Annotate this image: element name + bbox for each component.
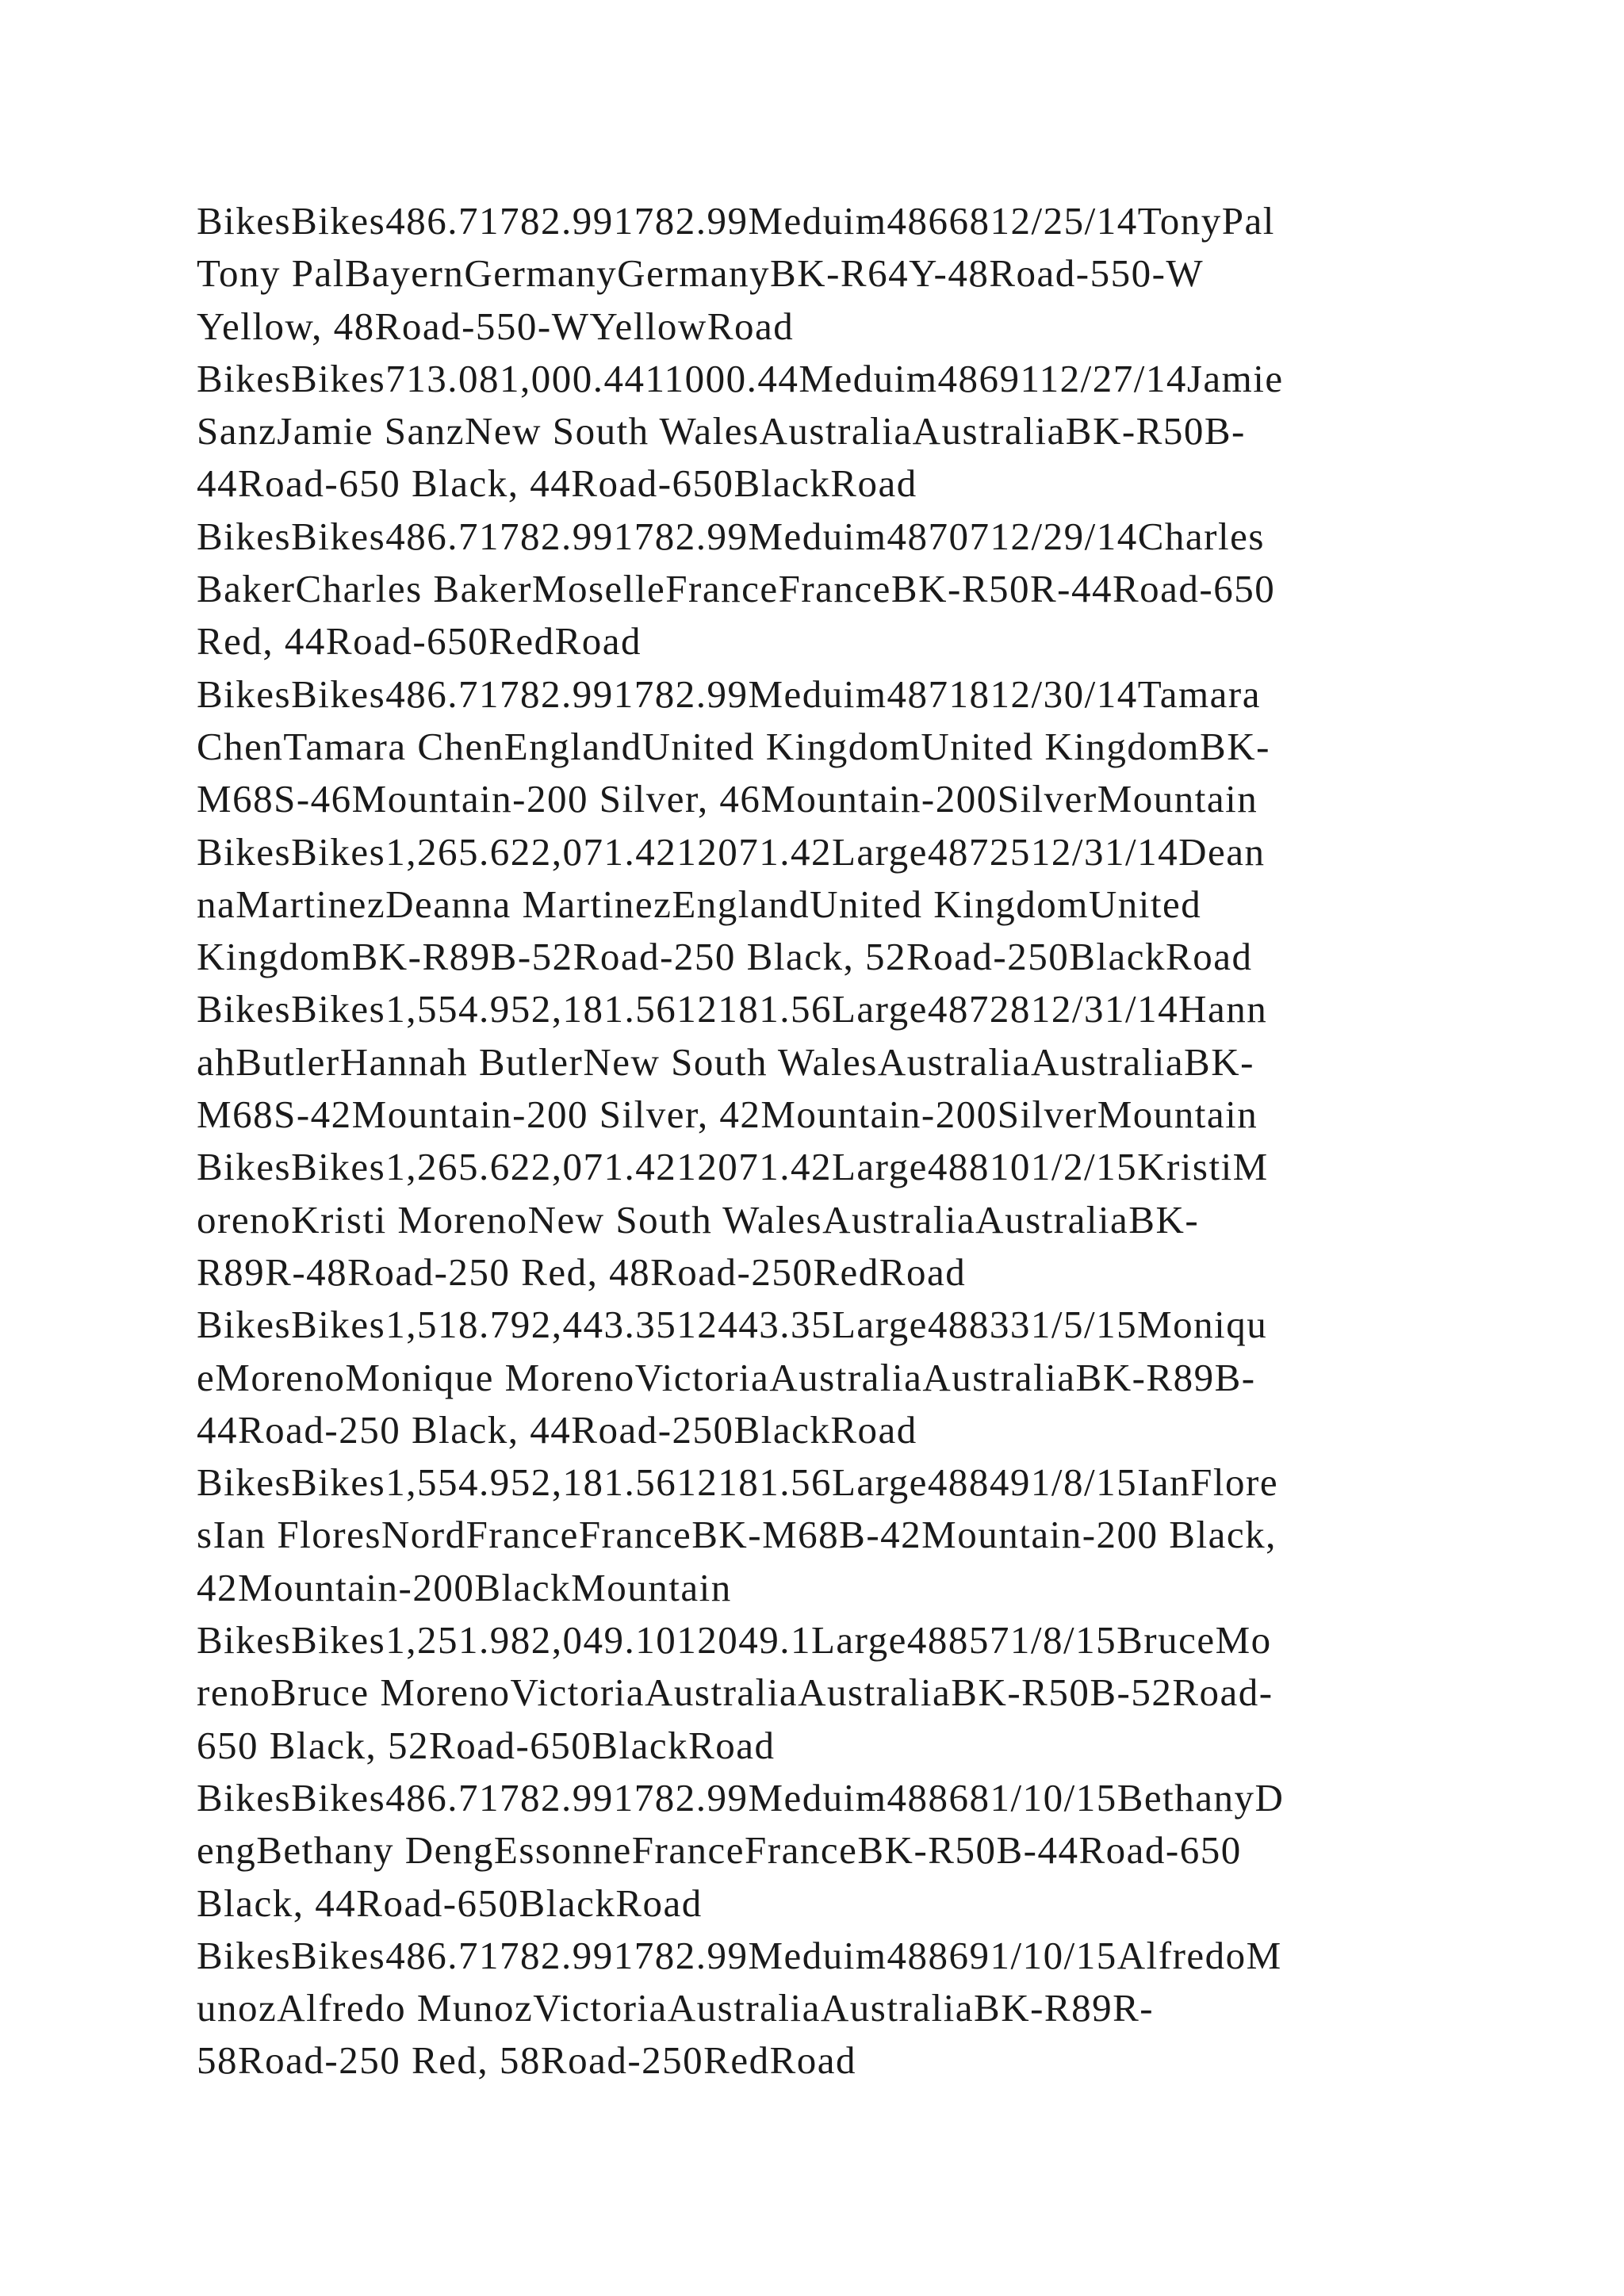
text-line: Red, 44Road-650RedRoad [197,619,642,664]
text-line: unozAlfredo MunozVictoriaAustraliaAustraliaBK-R89R- [197,1986,1155,2030]
text-line: 44Road-250 Black, 44Road-250BlackRoad [197,1407,917,1452]
text-line: sIan FloresNordFranceFranceBK-M68B-42Mountain-200 Black, [197,1513,1277,1557]
text-line: naMartinezDeanna MartinezEnglandUnited KingdomUnited [197,882,1202,926]
text-line: BikesBikes486.71782.991782.99Meduim4870712/29/14Charles [197,514,1265,558]
text-line: Tony PalBayernGermanyGermanyBK-R64Y-48Road-550-W [197,251,1205,296]
text-line: BikesBikes1,251.982,049.1012049.1Large488571/8/15BruceMo [197,1618,1272,1663]
text-line: BikesBikes1,265.622,071.4212071.42Large488101/2/15KristiM [197,1145,1269,1189]
text-line: BakerCharles BakerMoselleFranceFranceBK-R50R-44Road-650 [197,567,1276,611]
text-line: SanzJamie SanzNew South WalesAustraliaAustraliaBK-R50B- [197,409,1246,453]
text-line: BikesBikes1,554.952,181.5612181.56Large4872812/31/14Hann [197,987,1268,1031]
text-line: 58Road-250 Red, 58Road-250RedRoad [197,2038,857,2083]
text-line: BikesBikes486.71782.991782.99Meduim4866812/25/14TonyPal [197,199,1275,243]
text-line: Black, 44Road-650BlackRoad [197,1881,703,1925]
text-line: R89R-48Road-250 Red, 48Road-250RedRoad [197,1249,967,1294]
text-line: KingdomBK-R89B-52Road-250 Black, 52Road-250BlackRoad [197,935,1253,979]
text-line: Yellow, 48Road-550-WYellowRoad [197,304,795,348]
text-line: 44Road-650 Black, 44Road-650BlackRoad [197,461,917,506]
text-line: ChenTamara ChenEnglandUnited KingdomUnited KingdomBK- [197,724,1270,768]
text-line: BikesBikes1,554.952,181.5612181.56Large488491/8/15IanFlore [197,1460,1279,1505]
text-line: BikesBikes486.71782.991782.99Meduim488681/10/15BethanyD [197,1775,1285,1820]
text-line: BikesBikes1,265.622,071.4212071.42Large4872512/31/14Dean [197,829,1266,874]
text-line: BikesBikes486.71782.991782.99Meduim488691/10/15AlfredoM [197,1933,1282,1977]
text-line: M68S-46Mountain-200 Silver, 46Mountain-200SilverMountain [197,777,1258,821]
text-line: BikesBikes1,518.792,443.3512443.35Large488331/5/15Moniqu [197,1303,1268,1347]
text-line: renoBruce MorenoVictoriaAustraliaAustraliaBK-R50B-52Road- [197,1670,1274,1715]
text-line: ahButlerHannah ButlerNew South WalesAustraliaAustraliaBK- [197,1039,1254,1084]
text-line: orenoKristi MorenoNew South WalesAustraliaAustraliaBK- [197,1197,1200,1242]
body-text [197,195,1450,2087]
text-line: BikesBikes486.71782.991782.99Meduim4871812/30/14Tamara [197,672,1261,716]
text-line: 42Mountain-200BlackMountain [197,1565,732,1609]
text-line: engBethany DengEssonneFranceFranceBK-R50B-44Road-650 [197,1828,1242,1873]
text-line: M68S-42Mountain-200 Silver, 42Mountain-200SilverMountain [197,1093,1258,1137]
text-line: eMorenoMonique MorenoVictoriaAustraliaAustraliaBK-R89B- [197,1355,1256,1399]
text-line: BikesBikes713.081,000.4411000.44Meduim4869112/27/14Jamie [197,356,1284,400]
text-line: 650 Black, 52Road-650BlackRoad [197,1723,776,1767]
